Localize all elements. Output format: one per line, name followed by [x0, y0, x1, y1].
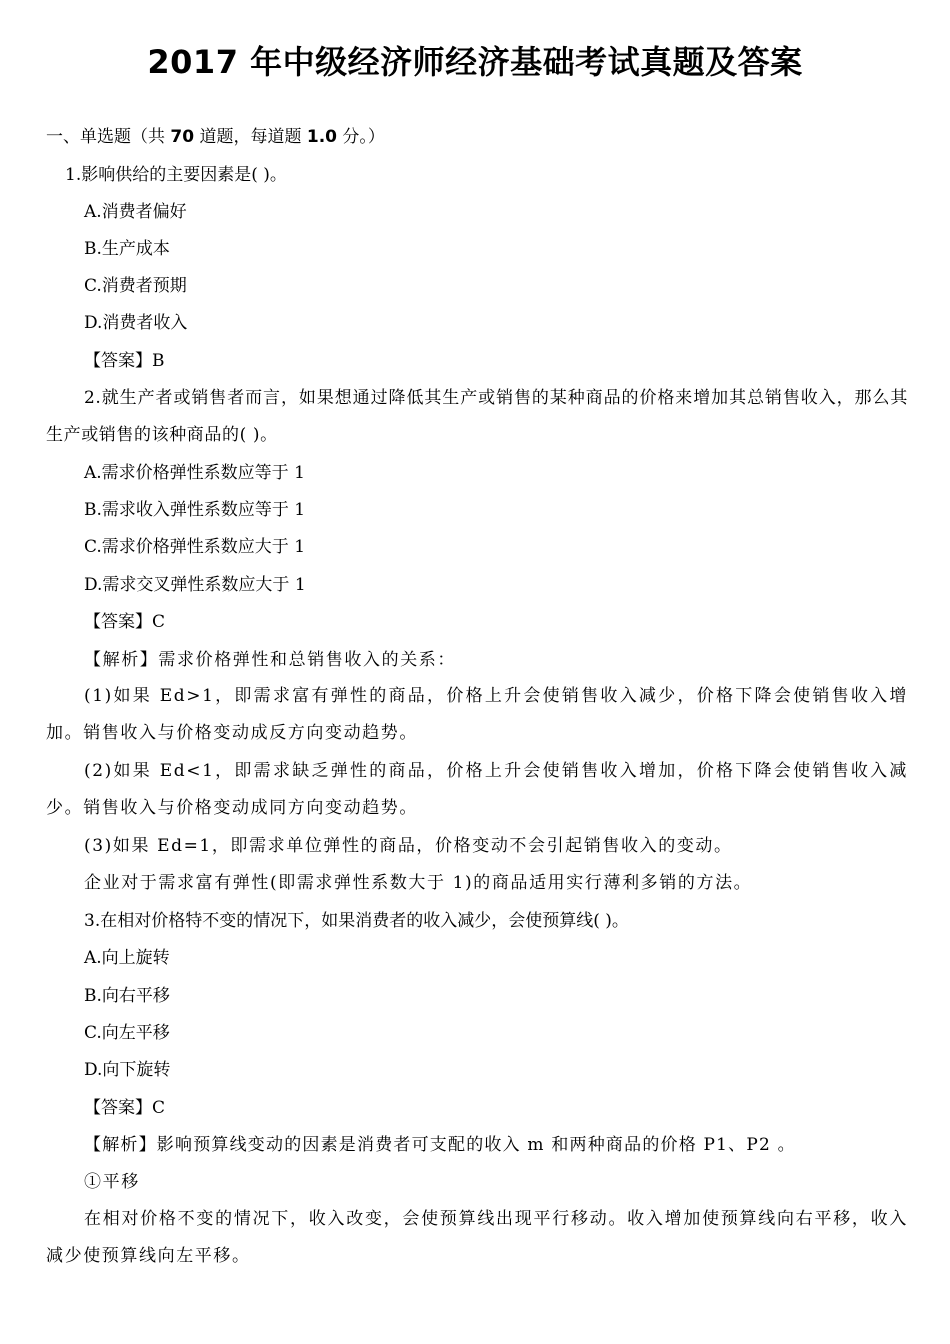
question-3-option-a: A.向上旋转 [84, 948, 170, 968]
question-3-analysis-1: 在相对价格不变的情况下，收入改变，会使预算线出现平行移动。收入增加使预算线向右平移，收入减少使预算线向左平移。 [46, 1209, 908, 1266]
question-2-analysis-2: (2)如果 Ed<1，即需求缺乏弹性的商品，价格上升会使销售收入增加，价格下降会使销售收入减少。销售收入与价格变动成同方向变动趋势。 [46, 761, 908, 818]
question-2-analysis-1: (1)如果 Ed>1，即需求富有弹性的商品，价格上升会使销售收入减少，价格下降会使销售收入增加。销售收入与价格变动成反方向变动趋势。 [46, 686, 908, 743]
section-heading [46, 124, 385, 150]
question-3-analysis-title: 【解析】影响预算线变动的因素是消费者可支配的收入 m 和两种商品的价格 P1、P2 。 [84, 1135, 796, 1155]
question-3-option-c: C.向左平移 [84, 1023, 170, 1043]
question-2-answer: 【答案】C [84, 612, 166, 632]
section-middle: 道题，每道题 [194, 127, 307, 147]
question-2-option-c: C.需求价格弹性系数应大于 1 [84, 537, 306, 557]
document-title: 2017 年中级经济师经济基础考试真题及答案 [147, 43, 803, 81]
question-2-option-d: D.需求交叉弹性系数应大于 1 [84, 575, 306, 595]
question-score: 1.0 [306, 127, 338, 147]
question-count: 70 [170, 127, 195, 147]
question-3-sub-heading: ①平移 [84, 1172, 140, 1192]
question-2-analysis-title: 【解析】需求价格弹性和总销售收入的关系： [84, 650, 456, 670]
question-3-answer: 【答案】C [84, 1098, 166, 1118]
question-1-stem: 1.影响供给的主要因素是( )。 [65, 165, 287, 185]
question-2-stem: 2.就生产者或销售者而言，如果想通过降低其生产或销售的某种商品的价格来增加其总销售收入，那么其生产或销售的该种商品的( )。 [46, 388, 908, 445]
question-1-answer: 【答案】B [84, 351, 165, 371]
question-2-option-a: A.需求价格弹性系数应等于 1 [84, 463, 305, 483]
section-prefix: 一、单选题（共 [46, 127, 171, 147]
question-1-option-d: D.消费者收入 [84, 313, 188, 333]
question-1-option-b: B.生产成本 [84, 239, 170, 259]
question-3-option-b: B.向右平移 [84, 986, 170, 1006]
question-2-option-b: B.需求收入弹性系数应等于 1 [84, 500, 306, 520]
section-suffix: 分。） [337, 127, 385, 147]
question-1-option-c: C.消费者预期 [84, 276, 187, 296]
question-1-option-a: A.消费者偏好 [84, 202, 187, 222]
question-2-analysis-3: (3)如果 Ed=1，即需求单位弹性的商品，价格变动不会引起销售收入的变动。 [84, 836, 733, 856]
question-3-option-d: D.向下旋转 [84, 1060, 171, 1080]
question-3-stem: 3.在相对价格特不变的情况下，如果消费者的收入减少，会使预算线( )。 [84, 911, 629, 931]
question-2-analysis-4: 企业对于需求富有弹性(即需求弹性系数大于 1)的商品适用实行薄利多销的方法。 [84, 873, 753, 893]
